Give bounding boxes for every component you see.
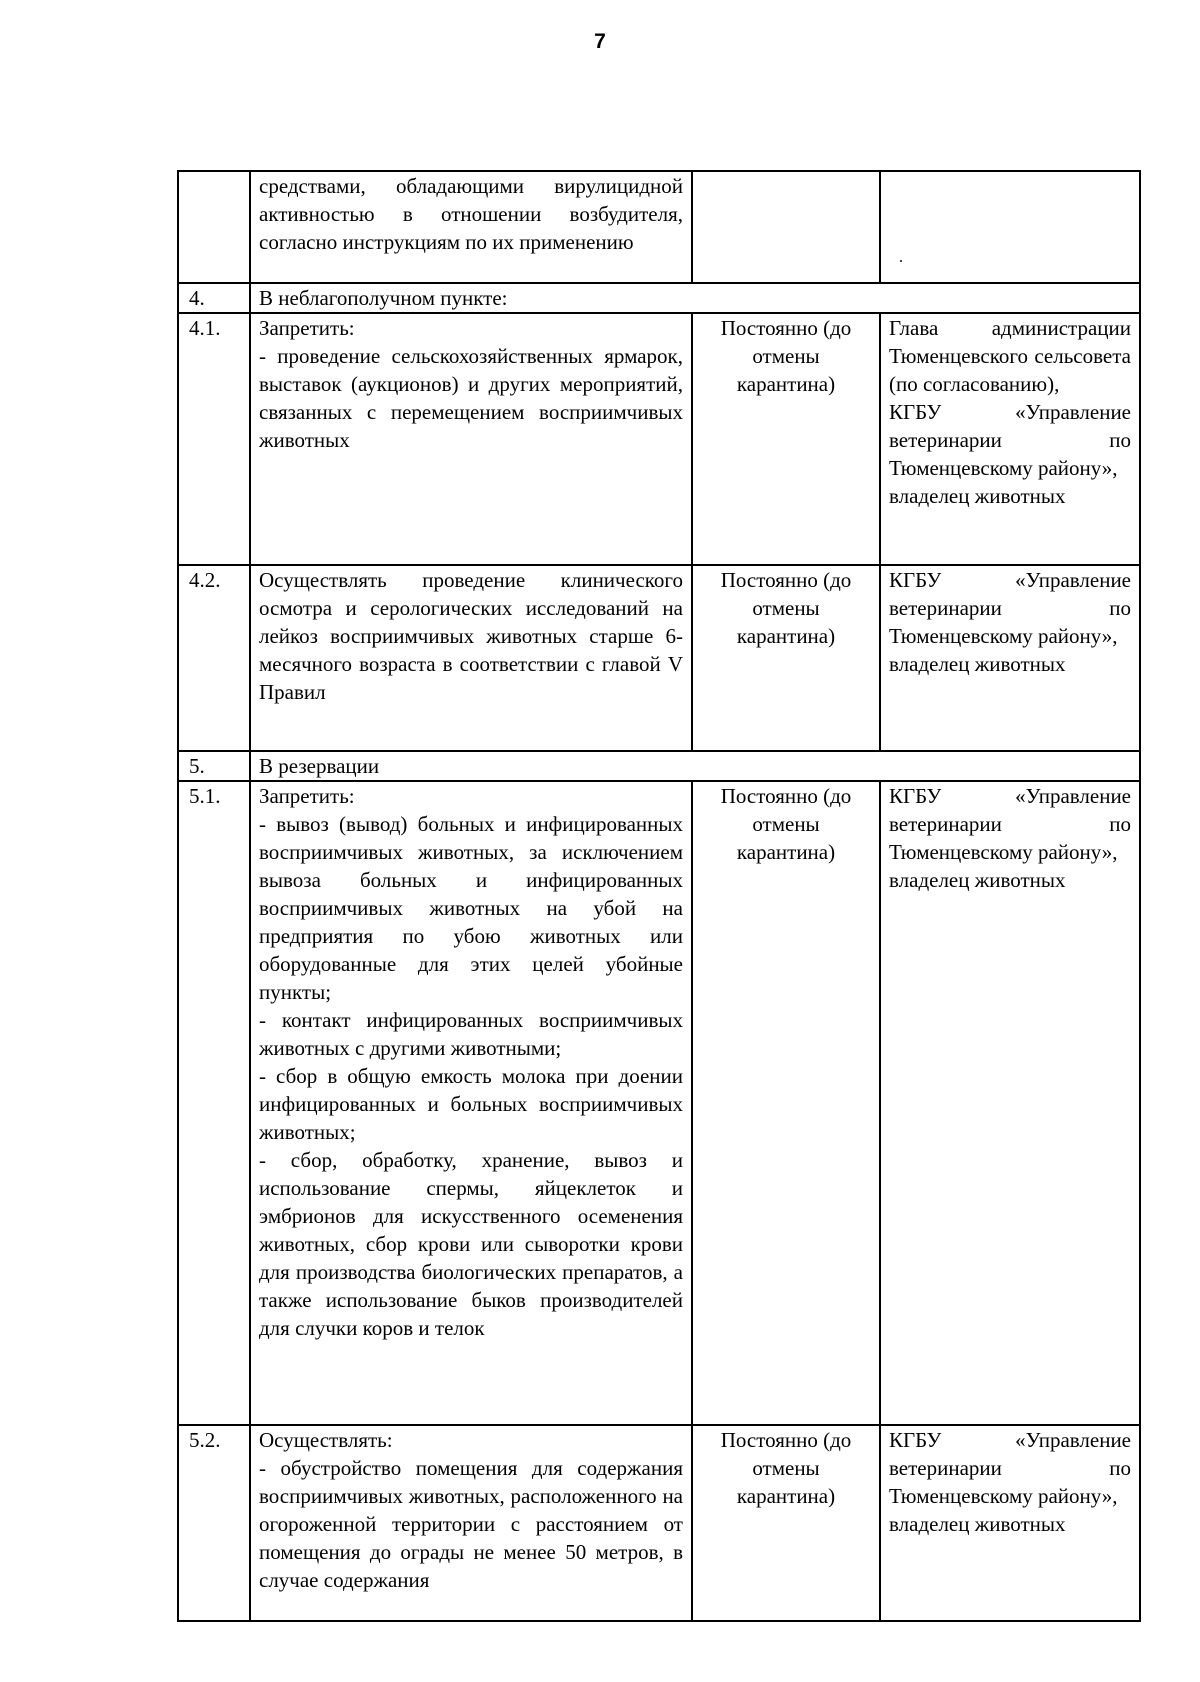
responsible-cell [880, 1425, 1140, 1621]
measure-text: Запретить: [259, 316, 355, 340]
measure-text: - обустройство помещения для содержания восприимчивых животных, расположенного на огороженной территории с расстоянием от помещения до ограды не менее 50 метров, в случае содержания [259, 1456, 683, 1592]
table-row [178, 565, 1140, 751]
measure-cell [250, 171, 692, 283]
table-row [178, 313, 1140, 565]
measure-text: - сбор, обработку, хранение, вывоз и использование спермы, яйцеклеток и эмбрионов для искусственного осеменения животных, сбор крови или сыворотки крови для производства биологических препаратов, а также использование быков производителей для случки коров и телок [259, 1148, 683, 1340]
scan-speck [900, 260, 902, 262]
row-number-cell: 4.1. [178, 313, 250, 565]
section-row [178, 283, 1140, 313]
page-number: 7 [594, 30, 606, 53]
section-number-cell: 4. [178, 283, 250, 313]
measure-cell [250, 313, 692, 565]
section-title-cell: В резервации [250, 751, 1140, 781]
term-cell: Постоянно (до отмены карантина) [692, 1425, 880, 1621]
measure-cell [250, 565, 692, 751]
measure-text: Запретить: [259, 784, 355, 808]
responsible-text: владелец животных [889, 652, 1066, 676]
section-row [178, 751, 1140, 781]
term-cell: Постоянно (до отмены карантина) [692, 565, 880, 751]
measure-text: Осуществлять: [259, 1428, 393, 1452]
responsible-text: КГБУ «Управление ветеринарии по Тюменцевскому району», [889, 400, 1131, 480]
measure-cell [250, 781, 692, 1425]
responsible-text: владелец животных [889, 484, 1066, 508]
responsible-cell [880, 313, 1140, 565]
responsible-text: КГБУ «Управление ветеринарии по Тюменцевскому району», [889, 1428, 1131, 1508]
row-number-cell [178, 171, 250, 283]
section-title-cell: В неблагополучном пункте: [250, 283, 1140, 313]
responsible-text: КГБУ «Управление ветеринарии по Тюменцевскому району», [889, 784, 1131, 864]
measure-text: - контакт инфицированных восприимчивых животных с другими животными; [259, 1008, 683, 1060]
responsible-text: владелец животных [889, 868, 1066, 892]
measure-cell [250, 1425, 692, 1621]
responsible-cell [880, 565, 1140, 751]
measures-table [177, 170, 1141, 1622]
responsible-cell [880, 781, 1140, 1425]
responsible-cell [880, 171, 1140, 283]
term-cell: Постоянно (до отмены карантина) [692, 781, 880, 1425]
measure-text: Осуществлять проведение клинического осмотра и серологических исследований на лейкоз восприимчивых животных старше 6-месячного возраста в соответствии с главой V Правил [259, 568, 683, 704]
row-number-cell: 5.1. [178, 781, 250, 1425]
table-row [178, 781, 1140, 1425]
row-number-cell: 5.2. [178, 1425, 250, 1621]
responsible-text: КГБУ «Управление ветеринарии по Тюменцевскому району», [889, 568, 1131, 648]
term-cell: Постоянно (до отмены карантина) [692, 313, 880, 565]
measure-text: - сбор в общую емкость молока при доении инфицированных и больных восприимчивых животных; [259, 1064, 683, 1144]
measure-text: - вывоз (вывод) больных и инфицированных восприимчивых животных, за исключением вывоза больных и инфицированных восприимчивых животных на убой на предприятия по убою животных или оборудованные для этих целей убойные пункты; [259, 812, 683, 1004]
measure-text: - проведение сельскохозяйственных ярмарок, выставок (аукционов) и других мероприятий, связанных с перемещением восприимчивых животных [259, 344, 683, 452]
row-number-cell: 4.2. [178, 565, 250, 751]
section-number-cell: 5. [178, 751, 250, 781]
responsible-text: Глава администрации Тюменцевского сельсовета (по согласованию), [889, 316, 1131, 396]
measure-text: средствами, обладающими вирулицидной активностью в отношении возбудителя, согласно инструкциям по их применению [259, 174, 683, 254]
table-row [178, 1425, 1140, 1621]
responsible-text: владелец животных [889, 1512, 1066, 1536]
table-row [178, 171, 1140, 283]
term-cell [692, 171, 880, 283]
